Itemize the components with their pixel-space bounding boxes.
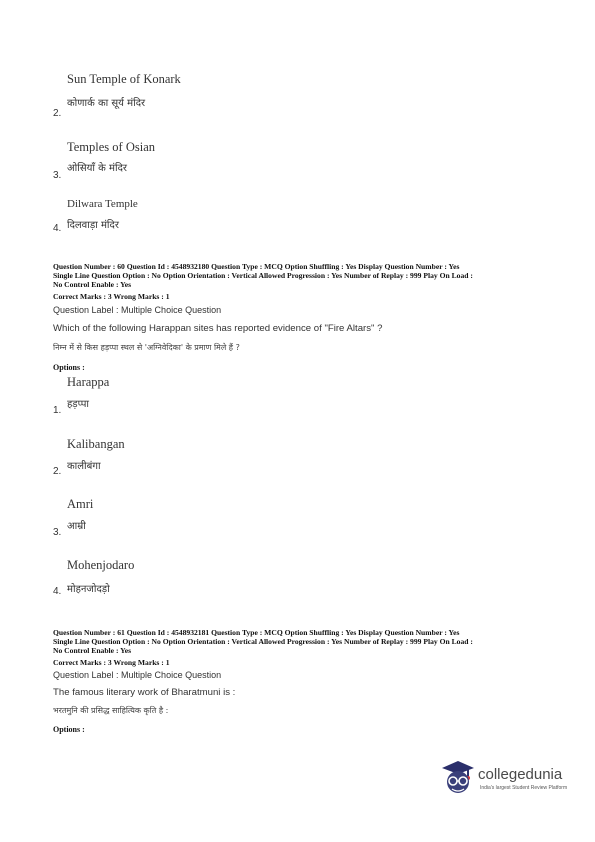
option-text-en: Kalibangan xyxy=(67,437,125,451)
option-text-hi: हड़प्पा xyxy=(67,399,90,410)
question-text-en: The famous literary work of Bharatmuni is : xyxy=(53,687,236,698)
option-text-hi: आम्री xyxy=(67,521,86,532)
option-text-hi: मोहनजोदड़ो xyxy=(67,584,110,595)
question-meta-line: Question Number : 61 Question Id : 4548932181 Question Type : MCQ Option Shuffling : Yes Display Question Number : Yes xyxy=(53,628,460,637)
question-meta-line: Single Line Question Option : No Option Orientation : Vertical Allowed Progression : Yes Number of Replay : 999 Play On Load : xyxy=(53,271,473,280)
question-text-hi: भरतमुनि की प्रसिद्ध साहित्यिक कृति है : xyxy=(53,706,169,715)
option-text-en: Sun Temple of Konark xyxy=(67,72,181,86)
option-text-en: Dilwara Temple xyxy=(67,198,138,210)
option-number: 4. xyxy=(53,223,62,234)
question-text-en: Which of the following Harappan sites has reported evidence of "Fire Altars" ? xyxy=(53,323,383,334)
question-marks: Correct Marks : 3 Wrong Marks : 1 xyxy=(53,658,170,667)
question-meta-line: No Control Enable : Yes xyxy=(53,280,132,289)
option-text-en: Temples of Osian xyxy=(67,140,155,154)
option-text-en: Amri xyxy=(67,497,94,511)
option-number: 4. xyxy=(53,586,62,597)
option-number: 2. xyxy=(53,108,62,119)
option-text-hi: दिलवाड़ा मंदिर xyxy=(67,220,119,231)
option-text-hi: कोणार्क का सूर्य मंदिर xyxy=(67,98,146,109)
question-label: Question Label : Multiple Choice Question xyxy=(53,305,222,315)
question-meta-line: Single Line Question Option : No Option Orientation : Vertical Allowed Progression : Yes Number of Replay : 999 Play On Load : xyxy=(53,637,473,646)
options-heading: Options : xyxy=(53,363,85,372)
question-text-hi: निम्न में से किस हड़प्पा स्थल से 'अग्निवेदिका' के प्रमाण मिले हैं ? xyxy=(53,343,240,352)
option-text-en: Harappa xyxy=(67,375,110,389)
options-heading: Options : xyxy=(53,725,85,734)
question-marks: Correct Marks : 3 Wrong Marks : 1 xyxy=(53,292,170,301)
question-meta-line: No Control Enable : Yes xyxy=(53,646,132,655)
logo-tagline: India's largest Student Review Platform xyxy=(480,785,568,791)
option-text-en: Mohenjodaro xyxy=(67,558,135,572)
collegedunia-logo xyxy=(440,758,585,798)
option-number: 3. xyxy=(53,527,62,538)
option-number: 1. xyxy=(53,405,62,416)
graduate-mascot-icon xyxy=(440,758,476,798)
option-number: 3. xyxy=(53,170,62,181)
question-label: Question Label : Multiple Choice Question xyxy=(53,670,222,680)
question-meta-line: Question Number : 60 Question Id : 4548932180 Question Type : MCQ Option Shuffling : Yes Display Question Number : Yes xyxy=(53,262,460,271)
logo-wordmark: collegedunia xyxy=(478,766,563,783)
option-number: 2. xyxy=(53,466,62,477)
option-text-hi: कालीबंगा xyxy=(67,461,101,472)
option-text-hi: ओसियाँ के मंदिर xyxy=(67,163,127,174)
